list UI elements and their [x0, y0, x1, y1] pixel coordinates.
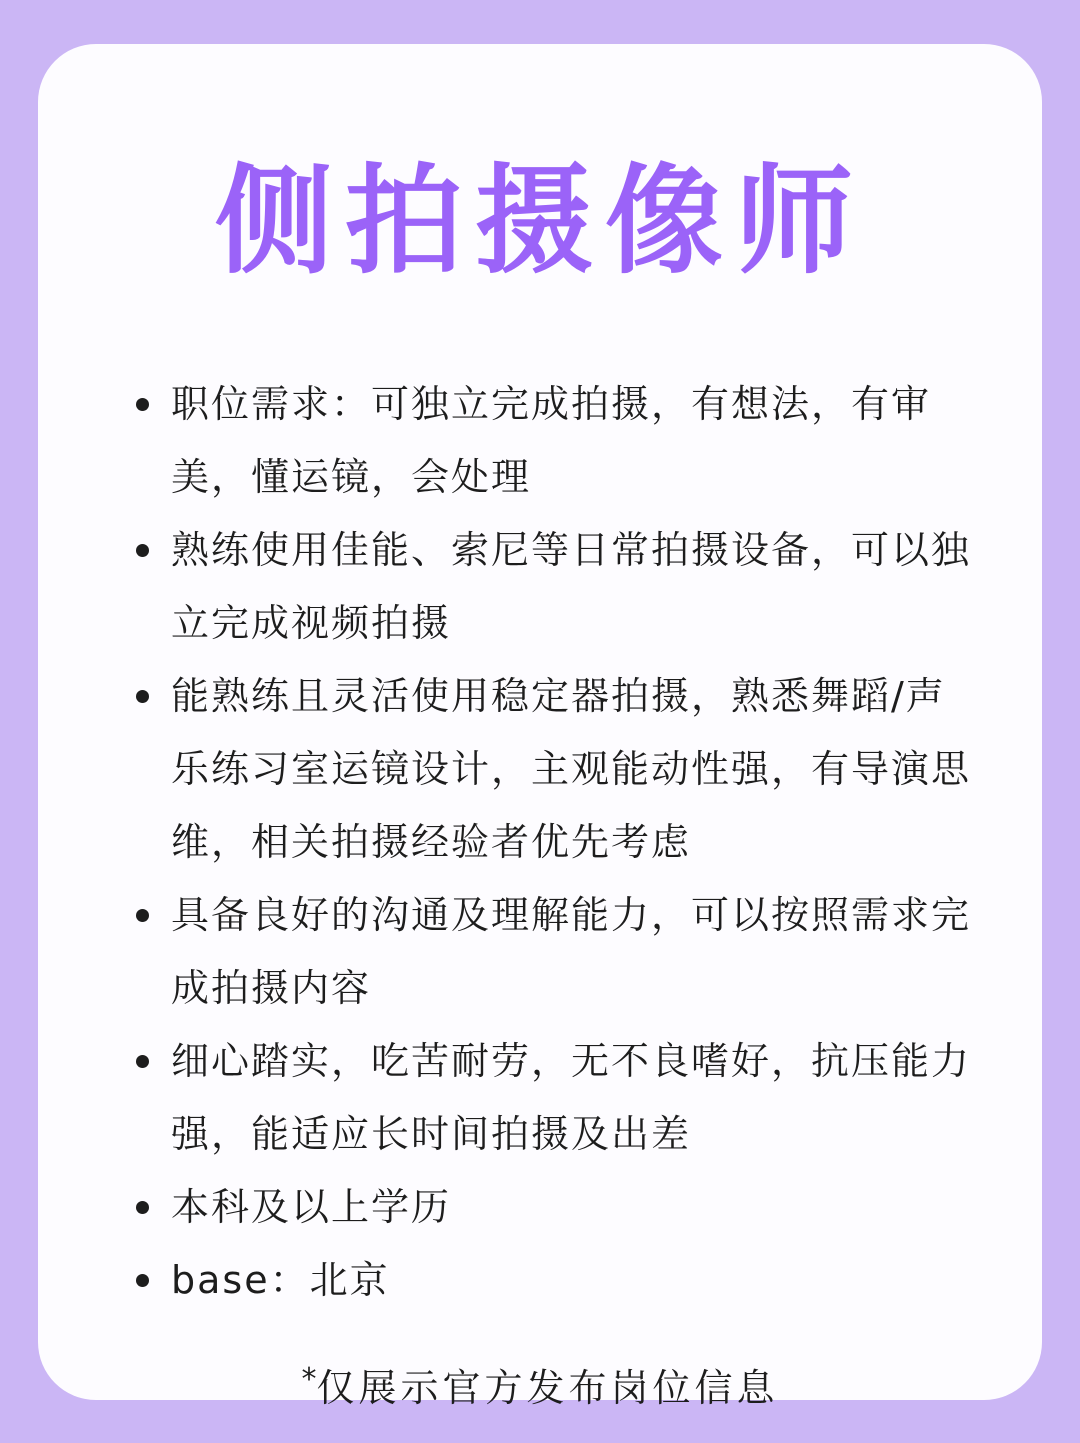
list-item-text: 能熟练且灵活使用稳定器拍摄，熟悉舞蹈/声乐练习室运镜设计，主观能动性强，有导演思维，相关拍摄经验者优先考虑: [171, 674, 972, 864]
bullet-dot-icon: [136, 690, 149, 703]
bullet-dot-icon: [136, 1055, 149, 1068]
list-item: [38, 514, 977, 660]
list-item-text: 本科及以上学历: [171, 1185, 452, 1229]
list-item: [38, 879, 977, 1025]
list-item-text: 具备良好的沟通及理解能力，可以按照需求完成拍摄内容: [171, 893, 972, 1010]
bullet-dot-icon: [136, 398, 149, 411]
list-item: [38, 1025, 977, 1171]
list-item-text: 熟练使用佳能、索尼等日常拍摄设备，可以独立完成视频拍摄: [171, 528, 972, 645]
list-item-text: base：北京: [171, 1258, 390, 1302]
list-item: [38, 660, 977, 879]
bullet-dot-icon: [136, 909, 149, 922]
list-item: [38, 368, 977, 514]
requirements-list: [38, 368, 1042, 1317]
bullet-dot-icon: [136, 1201, 149, 1214]
bullet-dot-icon: [136, 544, 149, 557]
asterisk-mark: *: [301, 1362, 317, 1397]
list-item-text: 细心踏实，吃苦耐劳，无不良嗜好，抗压能力强，能适应长时间拍摄及出差: [171, 1039, 972, 1156]
list-item: [38, 1244, 977, 1317]
job-card: [38, 44, 1042, 1410]
list-item-text: 职位需求：可独立完成拍摄，有想法，有审美，懂运镜，会处理: [171, 382, 932, 499]
bullet-dot-icon: [136, 1274, 149, 1287]
list-item: [38, 1171, 977, 1244]
disclaimer-text: 仅展示官方发布岗位信息: [316, 1366, 779, 1410]
disclaimer-note: [38, 1350, 1042, 1418]
page-title: 侧拍摄像师: [214, 151, 865, 290]
